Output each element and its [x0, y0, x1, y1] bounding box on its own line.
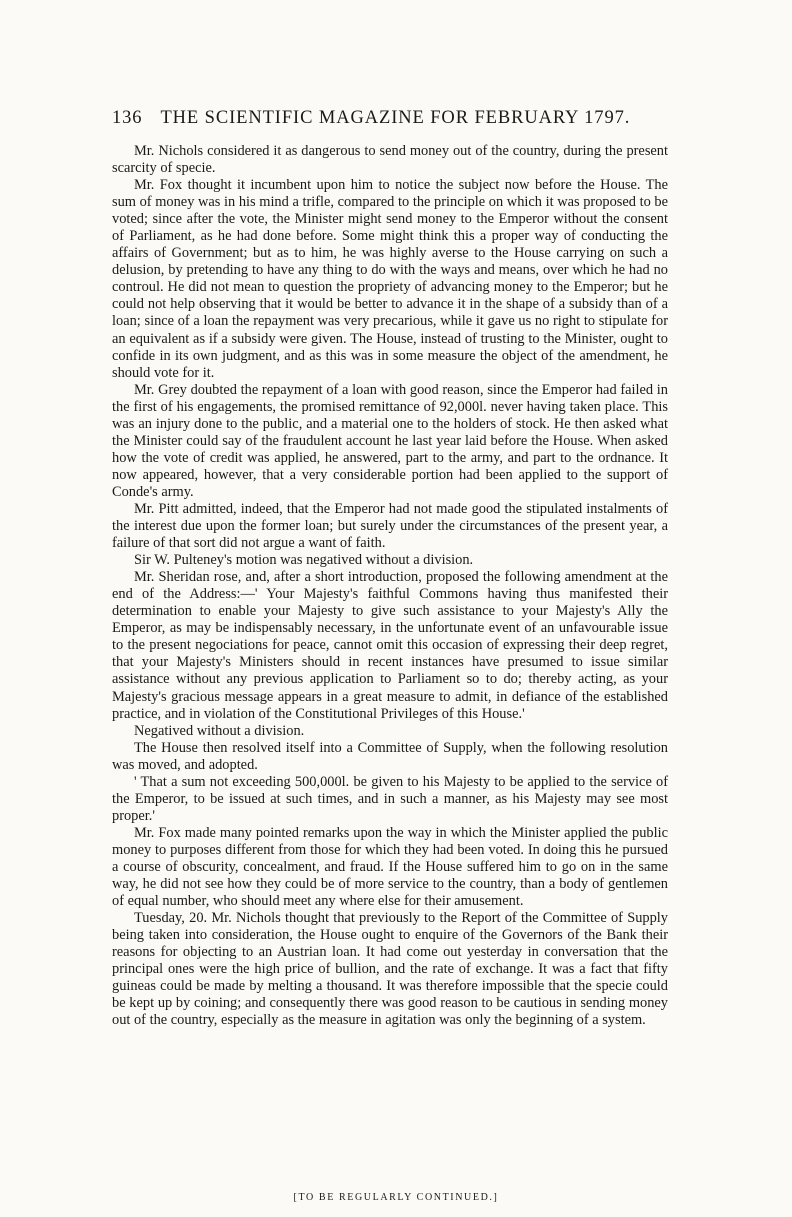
- article-body: [112, 143, 668, 1029]
- paragraph-pitt: Mr. Pitt admitted, indeed, that the Emperor had not made good the stipulated instalments of the interest due upon the former loan; but surely under the circumstances of the present year, a failure of that sort did not argue a want of faith.: [112, 500, 668, 552]
- paragraph-pulteney: Sir W. Pulteney's motion was negatived without a division.: [134, 552, 474, 569]
- paragraph-grey: Mr. Grey doubted the repayment of a loan with good reason, since the Emperor had failed in the first of his engagements, the promised remittance of 92,000l. never having taken place. This was an injury done to the public, and a material one to the holders of stock. He then asked what the Minister could say of the fraudulent account he last year laid before the House. When asked how the vote of credit was applied, he answered, part to the army, and part to the ordnance. It now appeared, however, that a very considerable portion had been applied to the support of Conde's army.: [112, 381, 668, 500]
- paragraph-negatived: Negatived without a division.: [134, 722, 305, 739]
- running-title: THE SCIENTIFIC MAGAZINE FOR FEBRUARY 1797.: [160, 108, 631, 128]
- paragraph-fox: Mr. Fox thought it incumbent upon him to notice the subject now before the House. The sum of money was in his mind a trifle, compared to the principle on which it was proposed to be voted; since after the vote, the Minister might send money to the Emperor without the consent of Parliament, as he had done before. Some might think this a proper way of conducting the affairs of Government; but as to him, he was highly averse to the House carrying on such a delusion, by pretending to have any thing to do with the ways and means, over which he had no controul. He did not mean to question the propriety of advancing money to the Emperor; but he could not help observing that it would be better to advance it in the shape of a subsidy than of a loan; since of a loan the repayment was very precarious, while it gave us no right to stipulate for an equivalent as if a subsidy were given. The House, instead of trusting to the Minister, ought to confide in its own judgment, and as this was in some measure the object of the amendment, he should vote for it.: [112, 177, 668, 381]
- paragraph-tuesday: Tuesday, 20. Mr. Nichols thought that previously to the Report of the Committee of Supply being taken into consideration, the House ought to enquire of the Governors of the Bank their reasons for objecting to an Austrian loan. It had come out yesterday in conversation that the principal ones were the high price of bullion, and the rate of exchange. It was a fact that fifty guineas could be made by melting a thousand. It was therefore impossible that the specie could be kept up by coining; and consequently there was good reason to be cautious in sending money out of the country, especially as the measure in agitation was only the beginning of a system.: [112, 910, 668, 1029]
- page-number: 136: [112, 108, 143, 128]
- page-header: [112, 108, 672, 129]
- continuation-note: [TO BE REGULARLY CONTINUED.]: [293, 1192, 499, 1203]
- paragraph-committee: The House then resolved itself into a Committee of Supply, when the following resolution was moved, and adopted.: [112, 739, 668, 773]
- paragraph-sheridan: Mr. Sheridan rose, and, after a short introduction, proposed the following amendment at the end of the Address:—' Your Majesty's faithful Commons having thus manifested their determination to enable your Majesty to give such assistance to your Majesty's Ally the Emperor, as may be indispensably necessary, in the unfortunate event of an unfavourable issue to the present negociations for peace, cannot omit this occasion of expressing their deep regret, that your Majesty's Ministers should in recent instances have presumed to issue similar assistance without any previous application to Parliament so to do; thereby acting, as your Majesty's gracious message appears in a great measure to admit, in defiance of the established practice, and in violation of the Constitutional Privileges of this House.': [112, 569, 668, 722]
- paragraph-resolution: ' That a sum not exceeding 500,000l. be given to his Majesty to be applied to the service of the Emperor, to be issued at such times, and in such a manner, as his Majesty may see most proper.': [112, 773, 668, 824]
- paragraph-nichols: Mr. Nichols considered it as dangerous to send money out of the country, during the present scarcity of specie.: [112, 143, 668, 177]
- paragraph-fox-remarks: Mr. Fox made many pointed remarks upon the way in which the Minister applied the public money to purposes different from those for which they had been voted. In doing this he pursued a course of obscurity, concealment, and fraud. If the House suffered him to go on in the same way, he did not see how they could be of more service to the country, than a body of gentlemen of equal number, who should meet any where else for their amusement.: [112, 824, 668, 910]
